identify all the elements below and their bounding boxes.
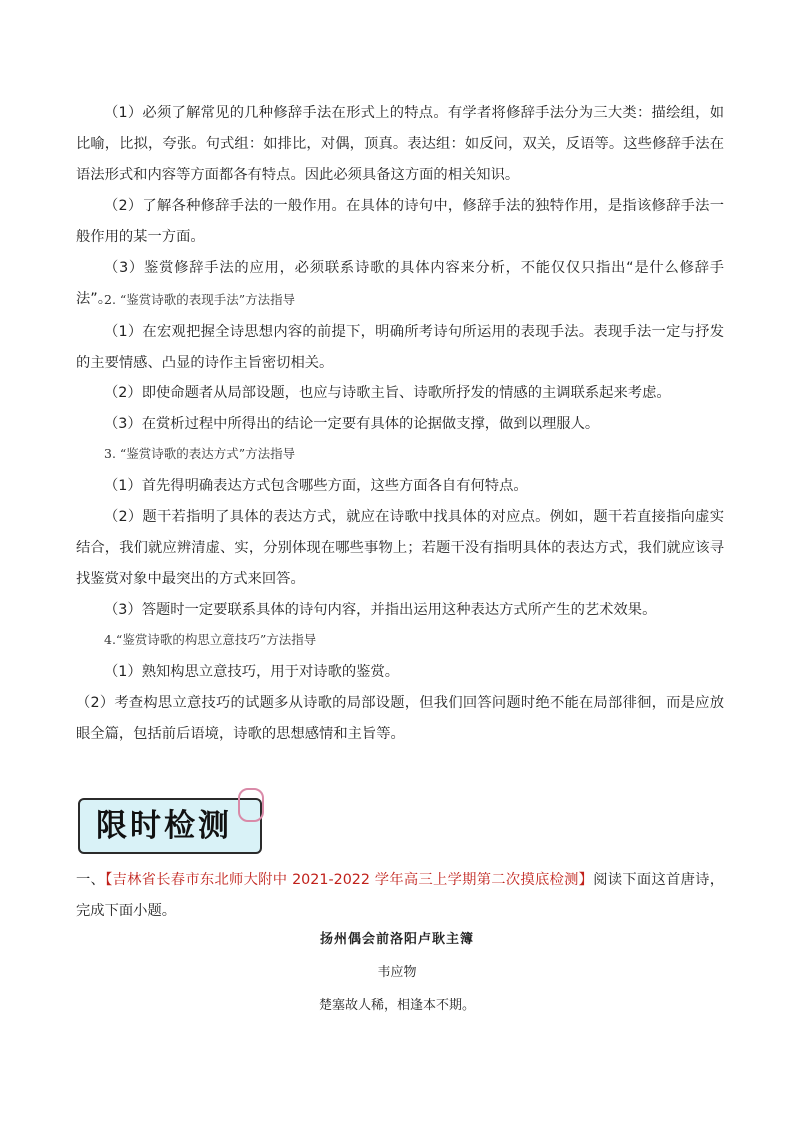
- paragraph-rhetoric-1: （1）必须了解常见的几种修辞手法在形式上的特点。有学者将修辞手法分为三大类：描绘组，如比喻，比拟，夸张。句式组：如排比，对偶，顶真。表达组：如反问，双关，反语等。这些修辞手法在语法形式和内容等方面都各有特点。因此必须具备这方面的相关知识。: [76, 105, 724, 183]
- poem-line: 楚塞故人稀，相逢本不期。: [318, 998, 475, 1013]
- paragraph-technique-1: （1）在宏观把握全诗思想内容的前提下，明确所考诗句所运用的表现手法。表现手法一定与抒发的主要情感、凸显的诗作主旨密切相关。: [76, 324, 724, 371]
- heading-conception: 4.“鉴赏诗歌的构思立意技巧”方法指导: [104, 632, 317, 647]
- question-source: 【吉林省长春市东北师大附中 2021-2022 学年高三上学期第二次摸底检测】: [105, 872, 594, 888]
- paragraph-mode-2: （2）题干若指明了具体的表达方式，就应在诗歌中找具体的对应点。例如，题干若直接指向虚实结合，我们就应辨清虚、实，分别体现在哪些事物上；若题干没有指明具体的表达方式，我们就应该寻找鉴赏对象中最突出的方式来回答。: [76, 509, 724, 587]
- paragraph-mode-3: （3）答题时一定要联系具体的诗句内容，并指出运用这种表达方式所产生的艺术效果。: [104, 602, 657, 618]
- section-banner: [74, 788, 264, 856]
- heading-expression-mode: 3. “鉴赏诗歌的表达方式”方法指导: [104, 446, 296, 461]
- question-text: 阅读下面这首唐诗，完成下面小题。: [76, 872, 724, 919]
- paragraph-conception-1: （1）熟知构思立意技巧，用于对诗歌的鉴赏。: [104, 664, 400, 680]
- paragraph-mode-1: （1）首先得明确表达方式包含哪些方面，这些方面各自有何特点。: [104, 478, 528, 494]
- banner-title: 限时检测: [96, 808, 232, 844]
- poem-title: 扬州偶会前洛阳卢耿主簿: [319, 932, 474, 947]
- poem-author: 韦应物: [377, 965, 417, 980]
- paragraph-rhetoric-2: （2）了解各种修辞手法的一般作用。在具体的诗句中，修辞手法的独特作用，是指该修辞手法一般作用的某一方面。: [76, 198, 724, 245]
- question-intro: [76, 865, 724, 927]
- heading-expression-technique: 2. “鉴赏诗歌的表现手法”方法指导: [104, 292, 296, 307]
- paragraph-rhetoric-3: （3）鉴赏修辞手法的应用，必须联系诗歌的具体内容来分析，不能仅仅只指出“是什么修辞手法”。: [76, 260, 724, 307]
- paragraph-conception-2: （2）考查构思立意技巧的试题多从诗歌的局部设题，但我们回答问题时绝不能在局部徘徊，而是应放眼全篇，包括前后语境，诗歌的思想感情和主旨等。: [76, 695, 724, 742]
- paperclip-icon: [238, 788, 264, 822]
- paragraph-technique-2: （2）即使命题者从局部设题，也应与诗歌主旨、诗歌所抒发的情感的主调联系起来考虑。: [104, 385, 671, 401]
- paragraph-technique-3: （3）在赏析过程中所得出的结论一定要有具体的论据做支撑，做到以理服人。: [104, 416, 600, 432]
- question-number: 一、: [76, 872, 106, 888]
